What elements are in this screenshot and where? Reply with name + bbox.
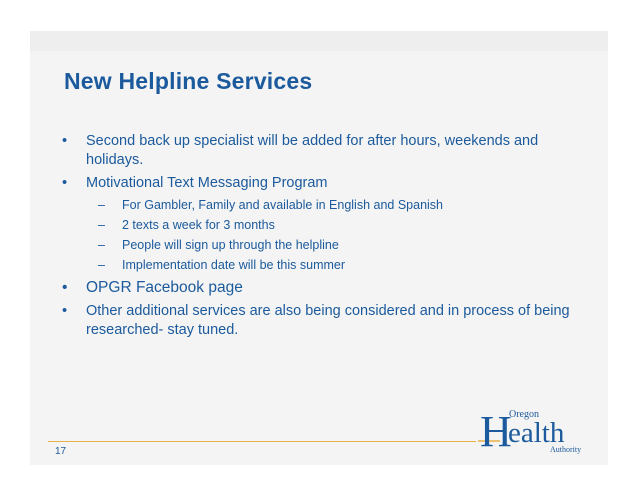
bullet-text: OPGR Facebook page: [86, 279, 243, 296]
bullet-text: Other additional services are also being considered and in process of being researched- stay tuned.: [86, 303, 570, 338]
sub-bullet-item: – Implementation date will be this summer: [96, 257, 578, 274]
sub-bullet-list: [86, 197, 578, 274]
footer-divider: [48, 441, 476, 442]
logo-oregon-text: Oregon: [509, 409, 539, 420]
bullet-item: [58, 132, 578, 170]
sub-bullet-item: – 2 texts a week for 3 months: [96, 217, 578, 234]
slide-top-band: [30, 31, 608, 51]
bullet-list: [58, 132, 578, 344]
slide-title: New Helpline Services: [64, 68, 313, 94]
bullet-item: [58, 278, 578, 298]
logo-health-text: ealth: [508, 417, 565, 449]
page-number: 17: [55, 446, 67, 457]
bullet-text: Motivational Text Messaging Program: [86, 175, 328, 191]
logo-letter-h: H: [480, 407, 512, 454]
sub-bullet-item: – People will sign up through the helpline: [96, 237, 578, 254]
sub-bullet-item: – For Gambler, Family and available in English and Spanish: [96, 197, 578, 214]
bullet-item: [58, 302, 578, 340]
bullet-item: [58, 174, 578, 274]
logo-authority-text: Authority: [550, 445, 582, 454]
oregon-health-authority-logo: [478, 402, 596, 454]
bullet-text: Second back up specialist will be added for after hours, weekends and holidays.: [86, 133, 539, 168]
